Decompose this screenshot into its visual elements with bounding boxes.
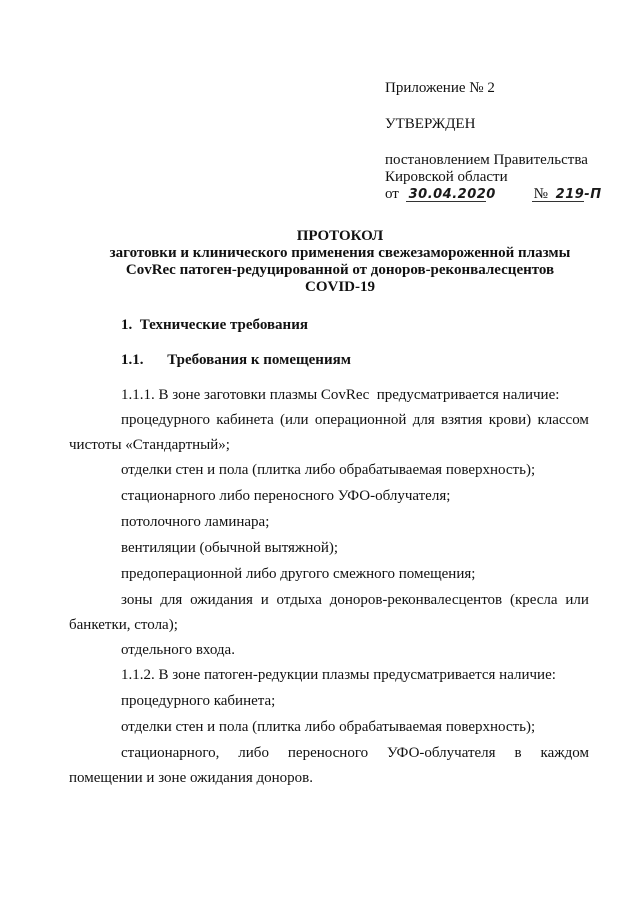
- word: крови): [488, 412, 532, 428]
- word: переносного: [287, 745, 369, 761]
- paragraph-uv-each-room-cont: помещении и зоне ожидания доноров.: [69, 770, 313, 786]
- approved-by-line1: постановлением Правительства: [385, 152, 588, 168]
- word: доноров-реконвалесцентов: [329, 592, 503, 608]
- number-label: №: [533, 186, 548, 202]
- subsection-heading: [121, 352, 351, 369]
- list-item-uv-irradiator: стационарного либо переносного УФО-облучателя;: [121, 488, 451, 504]
- word: стационарного,: [121, 745, 220, 761]
- word: (или: [280, 412, 309, 428]
- word: ожидания: [190, 592, 253, 608]
- word: отдыха: [276, 592, 322, 608]
- word: процедурного: [121, 412, 210, 428]
- approved-by-line2: Кировской области: [385, 169, 508, 185]
- protocol-subtitle-line2: CovRec патоген-редуцированной от доноров-реконвалесцентов: [125, 262, 555, 278]
- word: и: [260, 592, 269, 608]
- handwritten-date: 30.04.2020: [408, 187, 496, 202]
- paragraph-1-1-1: 1.1.1. В зоне заготовки плазмы CovRec предусматривается наличие:: [121, 387, 560, 403]
- approved-label: УТВЕРЖДЕН: [385, 116, 476, 132]
- appendix-label: Приложение № 2: [385, 80, 495, 96]
- list-item-ceiling-laminar: потолочного ламинара;: [121, 514, 270, 530]
- number-underline: [532, 201, 584, 202]
- word: операционной: [314, 412, 407, 428]
- word: классом: [537, 412, 589, 428]
- paragraph-1-1-2: 1.1.2. В зоне патоген-редукции плазмы предусматривается наличие:: [121, 667, 556, 683]
- section-heading: 1. Технические требования: [121, 317, 308, 333]
- paragraph-procedure-room-cont: чистоты «Стандартный»;: [69, 437, 230, 453]
- word: либо: [238, 745, 269, 761]
- list-item-ventilation: вентиляции (обычной вытяжной);: [121, 540, 339, 556]
- word: (кресла: [509, 592, 558, 608]
- list-item-separate-entrance: отдельного входа.: [121, 642, 235, 658]
- word: УФО-облучателя: [387, 745, 496, 761]
- list-item-wall-finish-2: отделки стен и пола (плитка либо обрабатываемая поверхность);: [121, 719, 536, 735]
- word: кабинета: [216, 412, 274, 428]
- word: каждом: [540, 745, 589, 761]
- word: зоны: [121, 592, 153, 608]
- handwritten-number: 219-П: [555, 187, 602, 202]
- from-label: от: [385, 186, 399, 202]
- word: или: [565, 592, 589, 608]
- paragraph-waiting-zone: [121, 592, 589, 609]
- date-underline: [406, 201, 486, 202]
- paragraph-uv-each-room: [121, 745, 589, 762]
- protocol-subtitle-line1: заготовки и клинического применения свежезамороженной плазмы: [109, 245, 571, 261]
- subsection-title: Требования к помещениям: [167, 352, 351, 368]
- paragraph-waiting-zone-cont: банкетки, стола);: [69, 617, 178, 633]
- protocol-title: ПРОТОКОЛ: [296, 228, 384, 244]
- list-item-wall-finish: отделки стен и пола (плитка либо обрабатываемая поверхность);: [121, 462, 536, 478]
- list-item-preoperative-room: предоперационной либо другого смежного помещения;: [121, 566, 476, 582]
- word: в: [514, 745, 522, 761]
- word: для: [412, 412, 435, 428]
- subsection-number: 1.1.: [121, 352, 144, 368]
- word: взятия: [441, 412, 483, 428]
- protocol-subtitle-line3: COVID-19: [305, 279, 375, 295]
- word: для: [160, 592, 183, 608]
- paragraph-procedure-room: [121, 412, 589, 429]
- list-item-procedure-room: процедурного кабинета;: [121, 693, 276, 709]
